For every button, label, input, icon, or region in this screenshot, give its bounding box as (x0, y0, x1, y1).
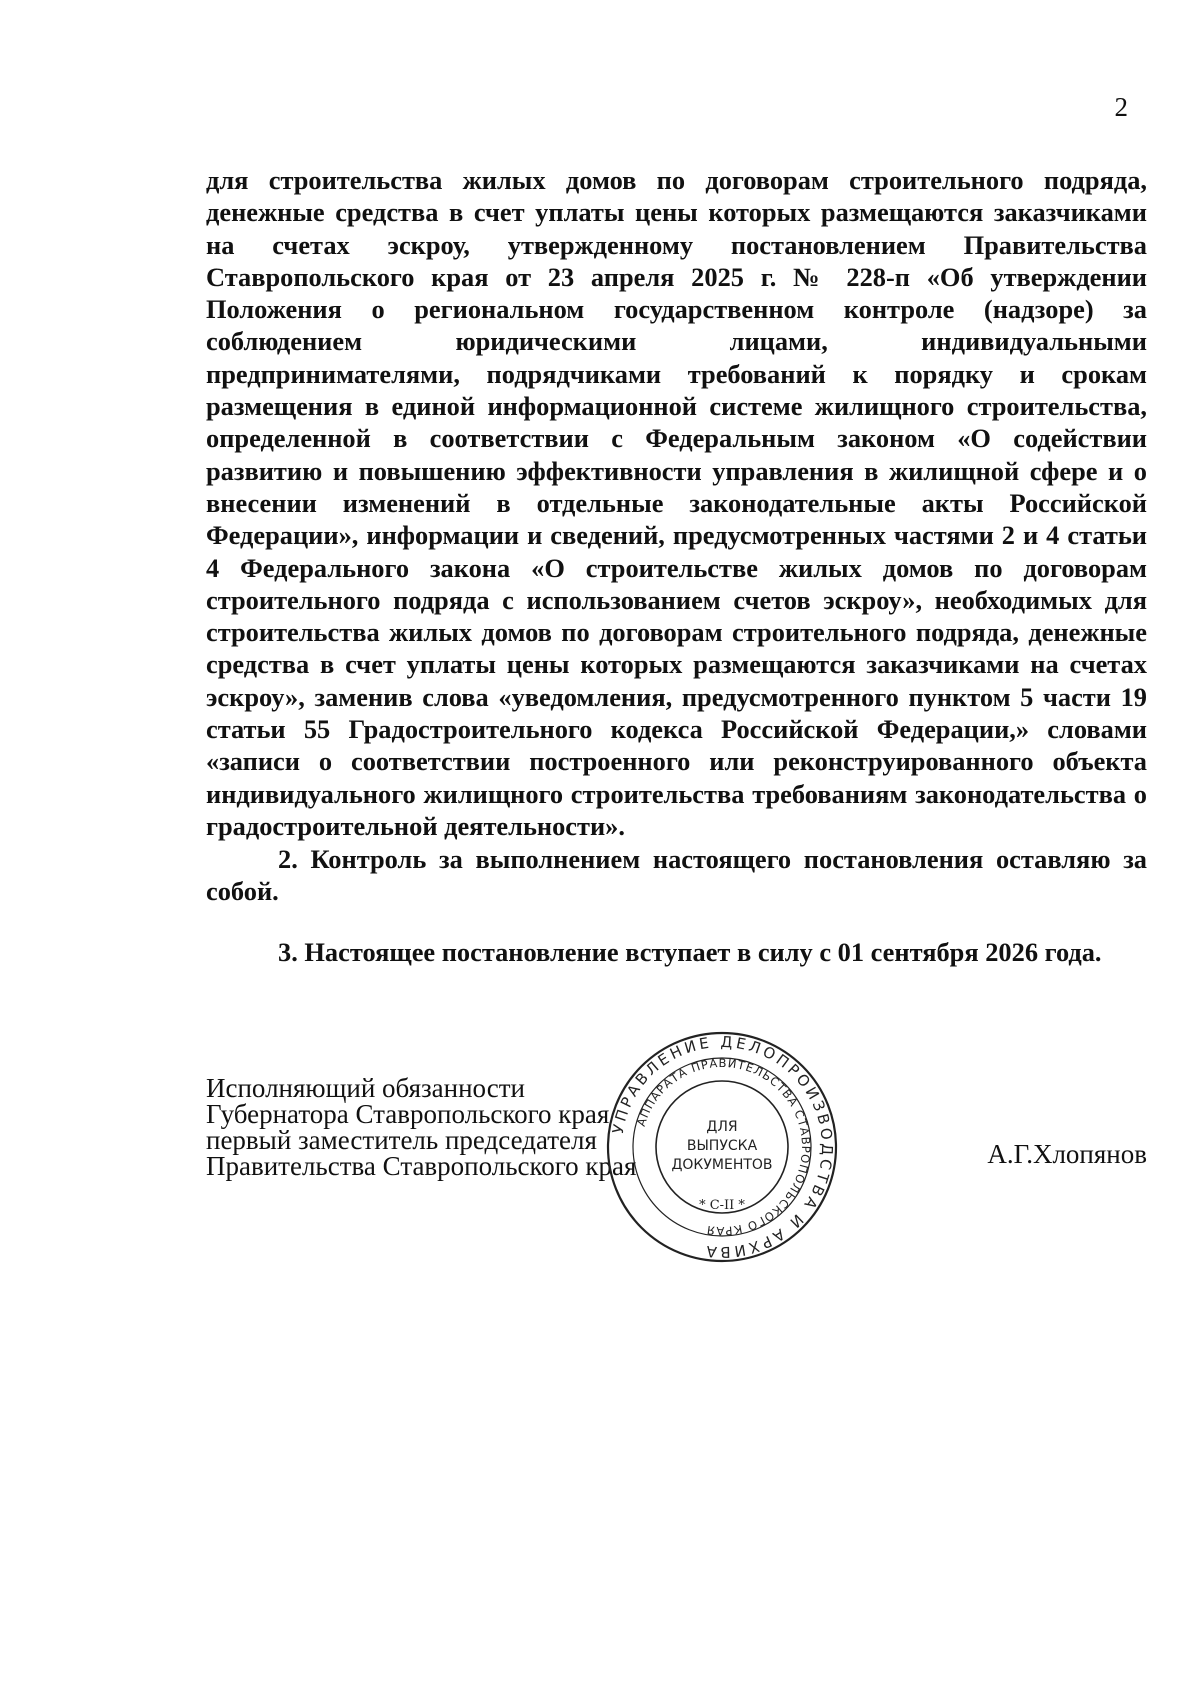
page-number: 2 (1114, 92, 1128, 122)
body-paragraph-continuation: для строительства жилых домов по договорам строительного подряда, денежные средства в счет уплаты цены которых размещаются заказчиками на счетах эскроу, утвержденному постановлением Правительства Ставропольского края от 23 апреля 2025 г. № 228-п «Об утверждении Положения о региональном государственном контроле (надзоре) за соблюдением юридическими лицами, индивидуальными предпринимателями, подрядчиками требований к порядку и срокам размещения в единой информационной системе жилищного строительства, определенной в соответствии с Федеральным законом «О содействии развитию и повышению эффективности управления в жилищной сфере и о внесении изменений в отдельные законодательные акты Российской Федерации», информации и сведений, предусмотренных частями 2 и 4 статьи 4 Федерального закона «О строительстве жилых домов по договорам строительного подряда с использованием счетов эскроу», необходимых для строительства жилых домов по договорам строительного подряда, денежные средства в счет уплаты цены которых размещаются заказчиками на счетах эскроу», заменив слова «уведомления, предусмотренного пунктом 5 части 19 статьи 55 Градостроительного кодекса Российской Федерации,» словами «записи о соответствии построенного или реконструированного объекта индивидуального жилищного строительства требованиям законодательства о градостроительной деятельности». (206, 165, 1147, 841)
body-paragraph-control-clause: 2. Контроль за выполнением настоящего постановления оставляю за собой. (206, 844, 1147, 907)
official-seal-stamp (604, 1029, 840, 1265)
signatory-title-line: Исполняющий обязанности (206, 1073, 525, 1103)
signatory-title-line: Правительства Ставропольского края (206, 1151, 637, 1181)
seal-center-line: ВЫПУСКА (686, 1138, 758, 1154)
signatory-title-line: первый заместитель председателя (206, 1125, 597, 1155)
seal-inner-ring-text: АППАРАТА ПРАВИТЕЛЬСТВА СТАВРОПОЛЬСКОГО КРАЯ (633, 1055, 814, 1239)
body-paragraph-effective-date: 3. Настоящее постановление вступает в силу с 01 сентября 2026 года. (278, 937, 1102, 967)
signatory-title-block (206, 1075, 636, 1179)
signatory-title-line: Губернатора Ставропольского края (206, 1099, 610, 1129)
seal-center-line: ДОКУМЕНТОВ (671, 1157, 773, 1173)
seal-center-line: ДЛЯ (706, 1119, 738, 1135)
signatory-name: А.Г.Хлопянов (987, 1139, 1147, 1169)
seal-bottom-code: * С-II * (699, 1198, 745, 1213)
seal-outer-ring-text: УПРАВЛЕНИЕ ДЕЛОПРОИЗВОДСТВА И АРХИВА (608, 1032, 837, 1262)
